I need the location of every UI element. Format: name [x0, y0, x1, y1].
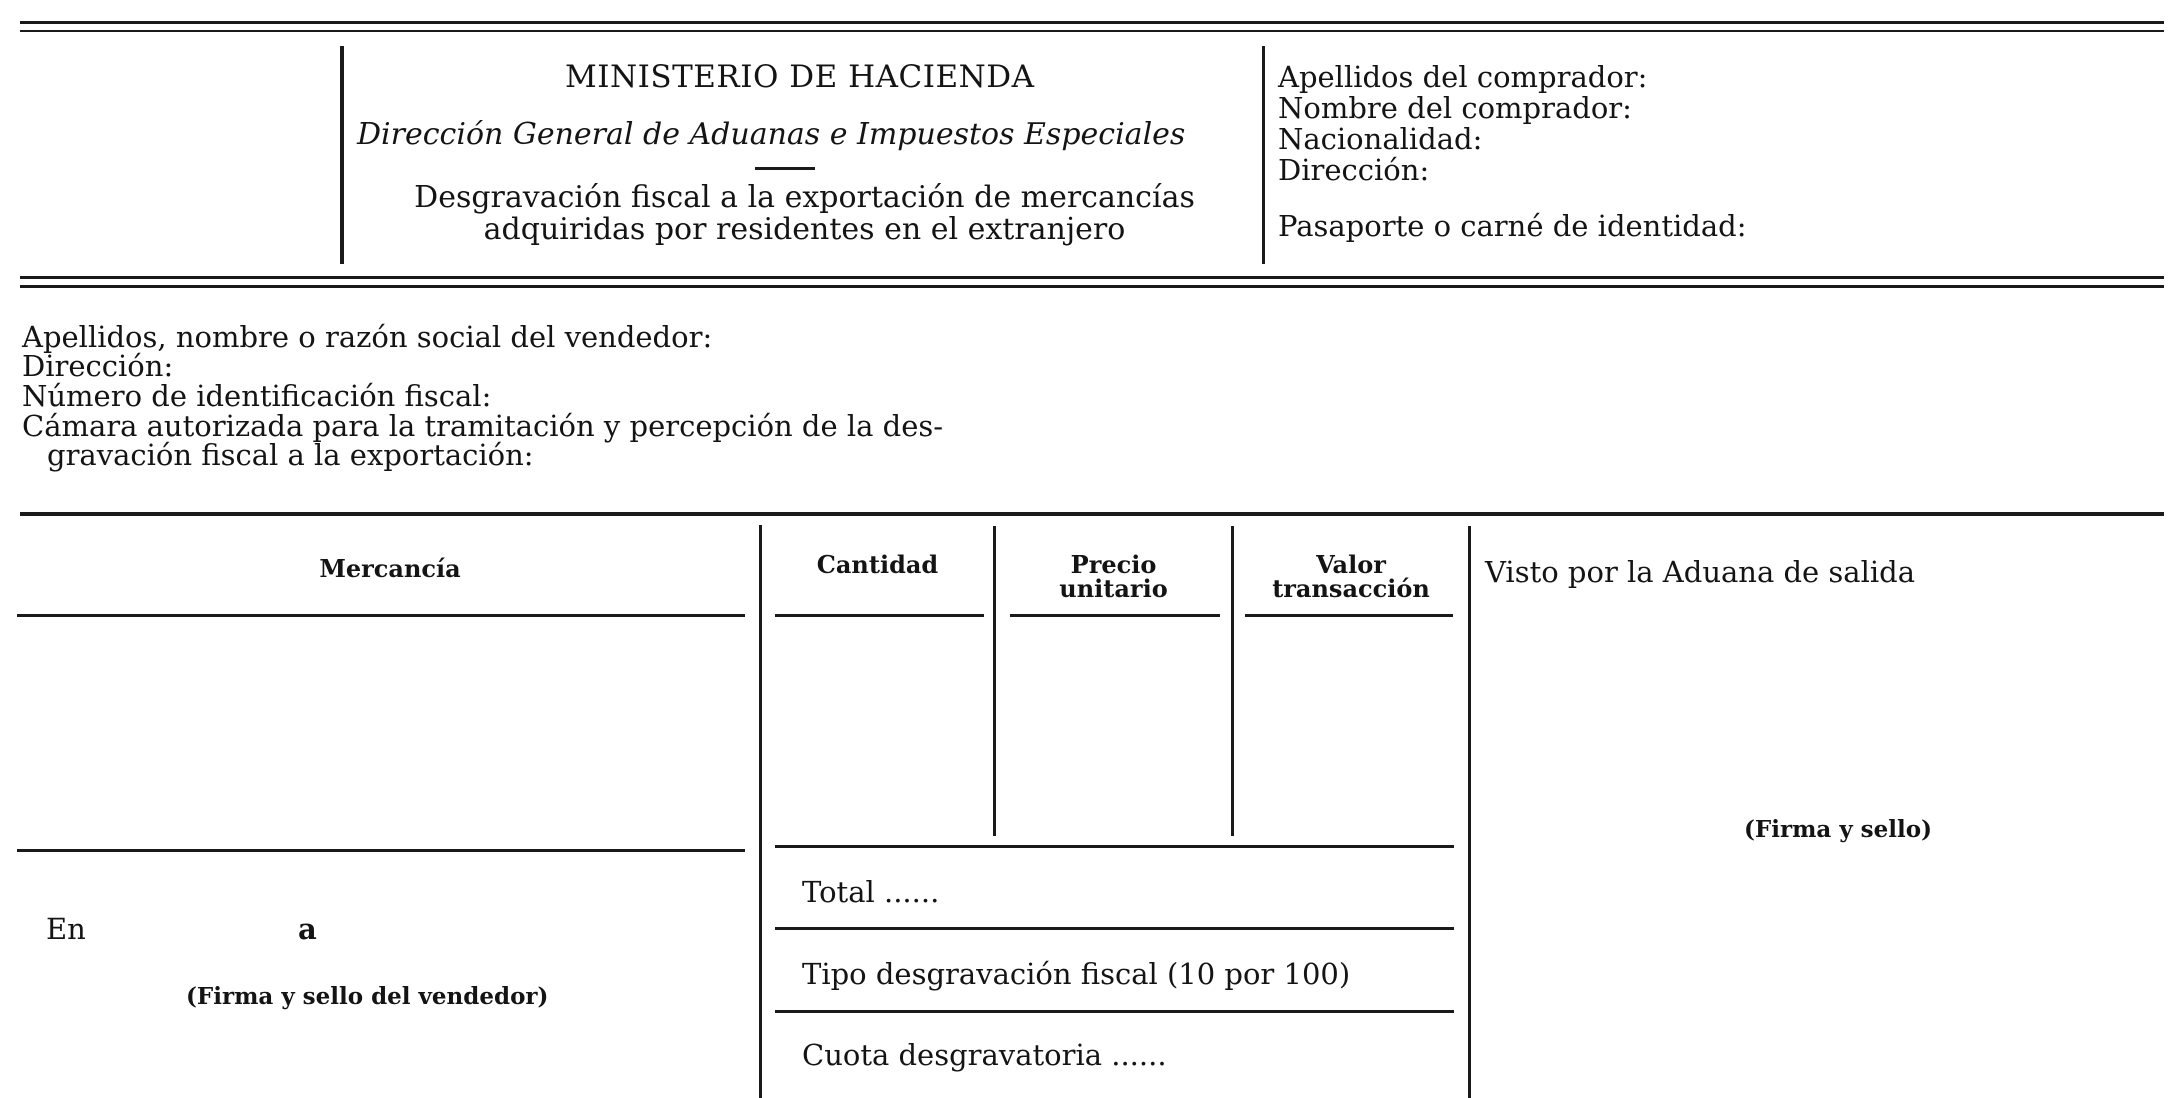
col-quantity-header: Cantidad [816, 550, 939, 579]
table-right-box-border [1468, 526, 1471, 1098]
unit-price-header-rule [1010, 614, 1220, 617]
header-left-divider [340, 46, 344, 264]
seller-name-label: Apellidos, nombre o razón social del vendedor: [22, 320, 713, 354]
col-value-header-line2: transacción [1272, 574, 1430, 603]
value-header-rule [1245, 614, 1453, 617]
amounts-body-rule [775, 845, 1454, 848]
seller-signature-label: (Firma y sello del vendedor) [186, 983, 549, 1010]
date-label: a [298, 912, 317, 946]
col-value-header-line1: Valor [1316, 550, 1386, 579]
mid-rule-2 [20, 285, 2164, 288]
form-description-line2: adquiridas por residentes en el extranjero [483, 212, 1126, 247]
quantity-header-rule [775, 614, 984, 617]
buyer-name-label: Nombre del comprador: [1278, 91, 1632, 125]
top-rule-1 [20, 21, 2164, 24]
header-right-divider [1262, 46, 1265, 264]
seller-chamber-label-line2: gravación fiscal a la exportación: [47, 438, 534, 472]
header-short-rule [755, 167, 815, 170]
total-rule [775, 927, 1454, 930]
top-rule-2 [20, 30, 2164, 32]
buyer-address-label: Dirección: [1278, 153, 1430, 187]
seller-tax-id-label: Número de identificación fiscal: [22, 379, 492, 413]
goods-body-rule [17, 849, 745, 852]
col-goods-header: Mercancía [319, 554, 461, 583]
directorate-title: Dirección General de Aduanas e Impuestos Especiales [357, 117, 1186, 152]
quota-label: Cuota desgravatoria ...... [802, 1038, 1167, 1072]
buyer-passport-label: Pasaporte o carné de identidad: [1278, 209, 1747, 243]
place-label: En [46, 912, 86, 946]
table-left-box-border [759, 525, 762, 1098]
customs-signature-label: (Firma y sello) [1744, 816, 1932, 843]
buyer-nationality-label: Nacionalidad: [1278, 122, 1483, 156]
rate-label: Tipo desgravación fiscal (10 por 100) [802, 957, 1351, 991]
goods-header-rule [17, 614, 745, 617]
customs-visa-label: Visto por la Aduana de salida [1485, 555, 1915, 589]
col-unit-price-header-line1: Precio [1070, 550, 1157, 579]
mid-rule-1 [20, 276, 2164, 279]
total-label: Total ...... [802, 875, 940, 909]
ministry-title: MINISTERIO DE HACIENDA [565, 59, 1035, 95]
col-unit-price-header-line2: unitario [1059, 574, 1168, 603]
rate-rule [775, 1010, 1454, 1013]
form-description-line1: Desgravación fiscal a la exportación de mercancías [414, 180, 1195, 215]
table-top-rule [20, 512, 2164, 516]
seller-address-label: Dirección: [22, 349, 174, 383]
buyer-surnames-label: Apellidos del comprador: [1278, 60, 1648, 94]
seller-chamber-label-line1: Cámara autorizada para la tramitación y percepción de la des- [22, 409, 944, 443]
